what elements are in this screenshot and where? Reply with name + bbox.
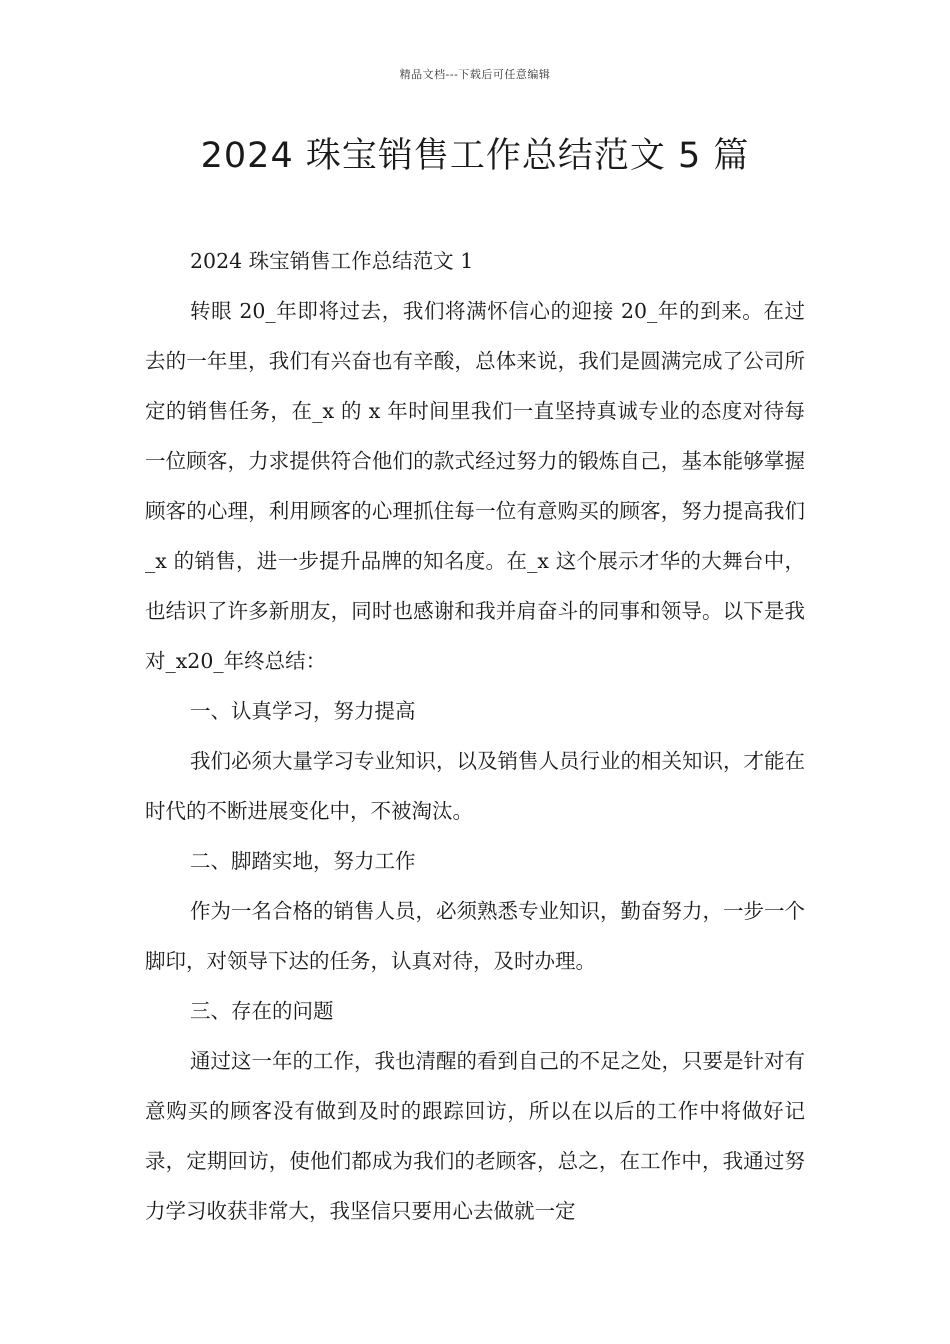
header-note: 精品文档---下载后可任意编辑: [399, 68, 551, 81]
body-paragraph: 转眼 20_年即将过去，我们将满怀信心的迎接 20_年的到来。在过去的一年里，我们有兴奋也有辛酸，总体来说，我们是圆满完成了公司所定的销售任务，在_x 的 x 年时间里我们一直坚持真诚专业的态度对待每一位顾客，力求提供符合他们的款式经过努力的锻炼自己，基本能够掌握顾客的心理，利用顾客的心理抓住每一位有意购买的顾客，努力提高我们_x 的销售，进一步提升品牌的知名度。在_x 这个展示才华的大舞台中，也结识了许多新朋友，同时也感谢和我并肩奋斗的同事和领导。以下是我对_x20_年终总结：: [145, 299, 805, 673]
body-paragraph: 通过这一年的工作，我也清醒的看到自己的不足之处，只要是针对有意购买的顾客没有做到及时的跟踪回访，所以在以后的工作中将做好记录，定期回访，使他们都成为我们的老顾客，总之，在工作中，我通过努力学习收获非常大，我坚信只要用心去做就一定: [145, 1049, 805, 1223]
section-heading: 三、存在的问题: [190, 999, 334, 1023]
document-title: 2024 珠宝销售工作总结范文 5 篇: [200, 136, 750, 176]
body-paragraph: 作为一名合格的销售人员，必须熟悉专业知识，勤奋努力，一步一个脚印，对领导下达的任务，认真对待，及时办理。: [145, 899, 805, 973]
document-body: [145, 236, 805, 1236]
section-heading: 一、认真学习，努力提高: [190, 699, 416, 723]
section-heading: 二、脚踏实地，努力工作: [190, 849, 416, 873]
section-heading: 2024 珠宝销售工作总结范文 1: [190, 249, 474, 273]
body-paragraph: 我们必须大量学习专业知识，以及销售人员行业的相关知识，才能在时代的不断进展变化中，不被淘汰。: [145, 749, 805, 823]
